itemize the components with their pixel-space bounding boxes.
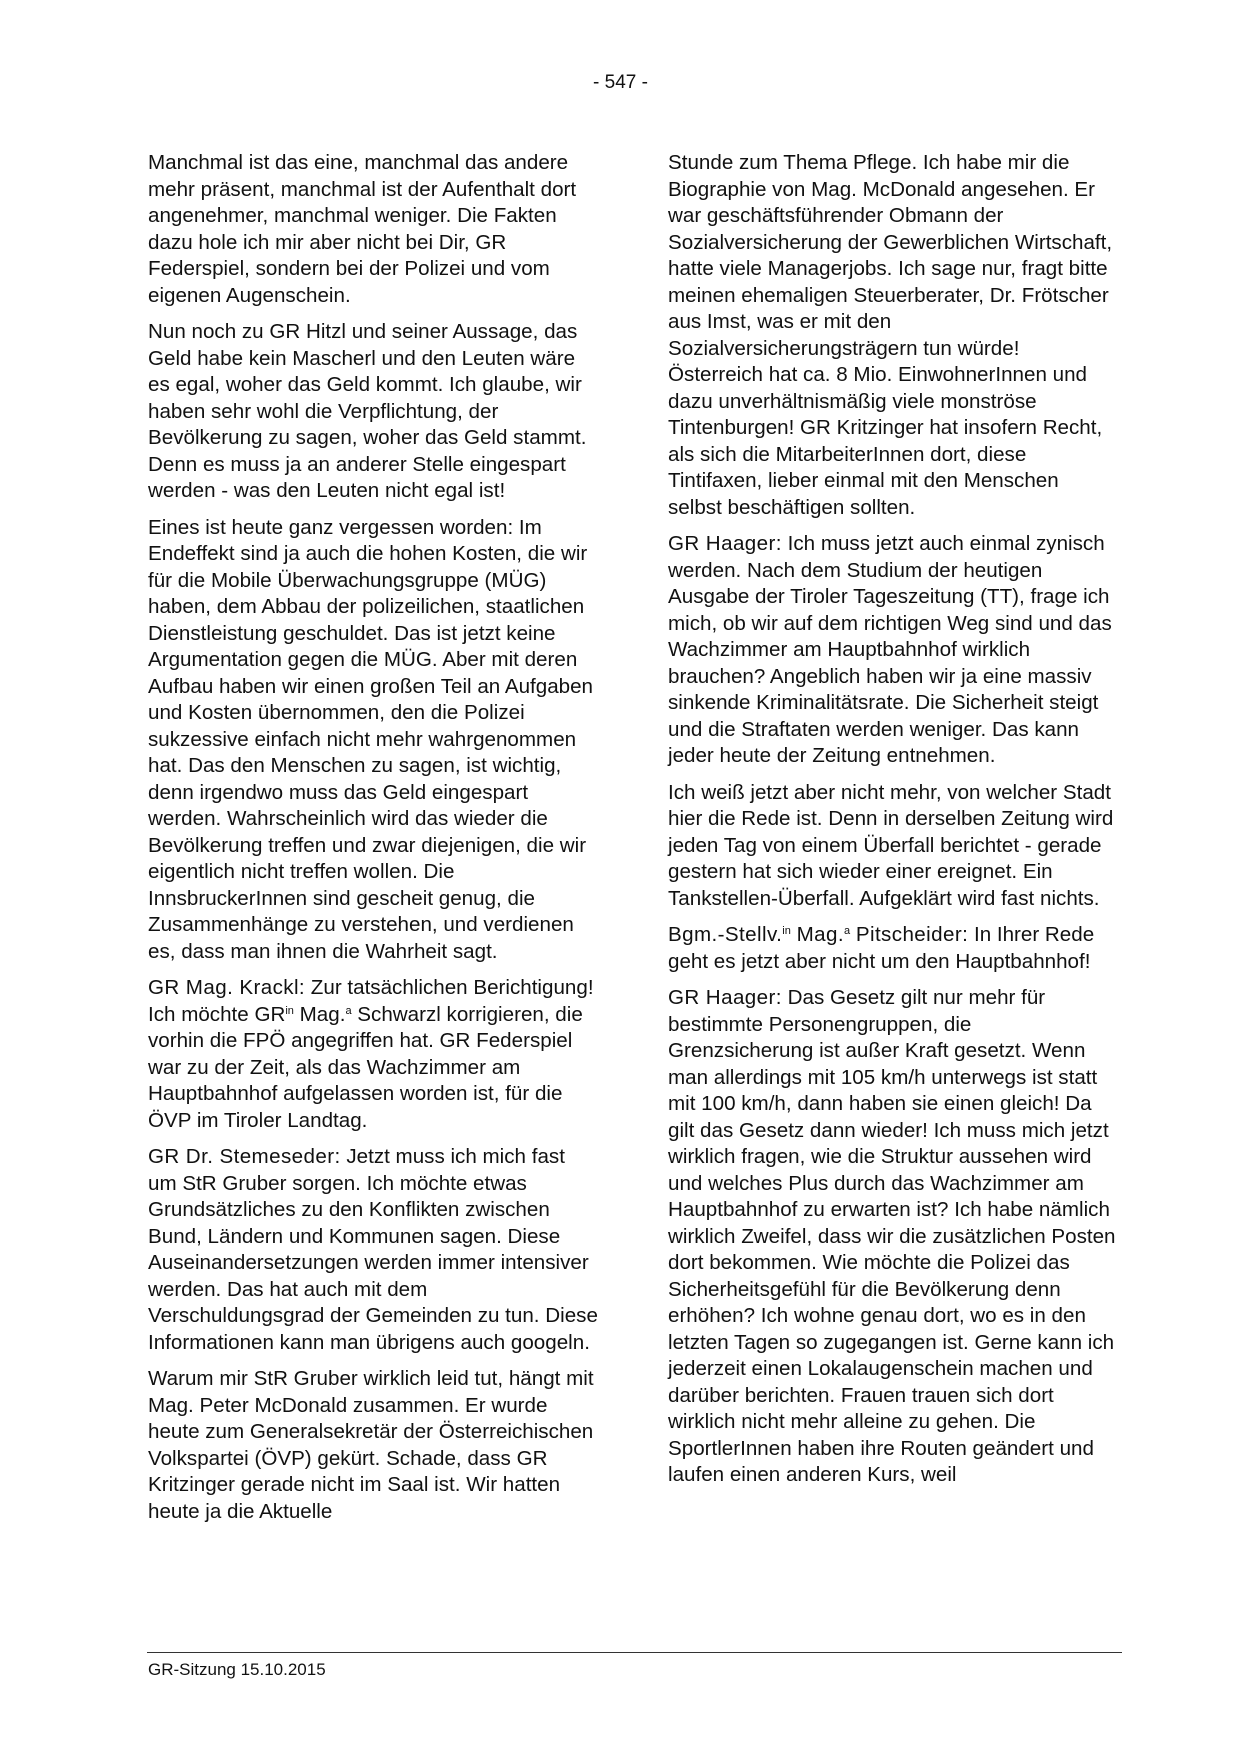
speaker-name: GR Mag. Krackl: bbox=[148, 976, 306, 999]
superscript: in bbox=[285, 1004, 294, 1017]
paragraph: Nun noch zu GR Hitzl und seiner Aussage, das Geld habe kein Mascherl und den Leuten wäre es egal, woher das Geld kommt. Ich glaube, wir haben sehr wohl die Verpflichtung, der Bevölkerung zu sagen, woher das Geld stammt. Denn es muss ja an anderer Stelle eingespart werden - was den Leuten nicht egal ist! bbox=[148, 320, 587, 502]
paragraph: Eines ist heute ganz vergessen worden: Im Endeffekt sind ja auch die hohen Kosten, die wir für die Mobile Überwachungsgruppe (MÜG) haben, dem Abbau der polizeilichen, staatlichen Dienstleistung geschuldet. Das ist jetzt keine Argumentation gegen die MÜG. Aber mit deren Aufbau haben wir einen großen Teil an Aufgaben und Kosten übernommen, den die Polizei sukzessive einfach nicht mehr wahrgenommen hat. Das den Menschen zu sagen, ist wichtig, denn irgendwo muss das Geld eingespart werden. Wahrscheinlich wird das wieder die Bevölkerung treffen und zwar diejenigen, die wir eigentlich nicht treffen wollen. Die InnsbruckerInnen sind gescheit genug, die Zusammenhänge zu verstehen, und verdienen es, dass man ihnen die Wahrheit sagt. bbox=[148, 515, 594, 963]
footer-divider bbox=[147, 1652, 1122, 1653]
speaker-name: GR Dr. Stemeseder: bbox=[148, 1145, 341, 1168]
paragraph bbox=[668, 531, 1118, 770]
paragraph: Ich weiß jetzt aber nicht mehr, von welcher Stadt hier die Rede ist. Denn in derselben Zeitung wird jeden Tag von einem Überfall berichtet - gerade gestern hat sich wieder einer ereignet. Ein Tankstellen-Überfall. Aufgeklärt wird fast nichts. bbox=[668, 780, 1114, 910]
superscript: a bbox=[345, 1004, 352, 1017]
speaker-name: Mag. bbox=[796, 923, 844, 946]
left-column bbox=[148, 150, 598, 1535]
speech-text: Mag. bbox=[299, 1002, 346, 1026]
page-number: - 547 - bbox=[593, 72, 648, 93]
superscript: in bbox=[782, 925, 791, 937]
speaker-name: Pitscheider: bbox=[855, 923, 969, 946]
speech-text: Ich muss jetzt auch einmal zynisch werden. Nach dem Studium der heutigen Ausgabe der Tiroler Tageszeitung (TT), frage ich mich, ob wir auf dem richtigen Weg sind und das Wachzimmer am Hauptbahnhof wirklich brauchen? Angeblich haben wir ja eine massiv sinkende Kriminalitätsrate. Die Sicherheit steigt und die Straftaten werden weniger. Das kann jeder heute der Zeitung entnehmen. bbox=[668, 532, 1112, 767]
speech-text: Schwarzl korrigieren, die vorhin die FPÖ angegriffen hat. GR Federspiel war zu der Zeit, als das Wachzimmer am Hauptbahnhof aufgelassen worden ist, für die ÖVP im Tiroler Landtag. bbox=[148, 1002, 583, 1132]
speaker-name: GR Haager: bbox=[668, 532, 782, 555]
paragraph: Warum mir StR Gruber wirklich leid tut, hängt mit Mag. Peter McDonald zusammen. Er wurde heute zum Generalsekretär der Österreichischen Volkspartei (ÖVP) gekürt. Schade, dass GR Kritzinger gerade nicht im Saal ist. Wir hatten heute ja die Aktuelle bbox=[148, 1367, 594, 1523]
paragraph bbox=[668, 985, 1118, 1489]
footer-session-date: GR-Sitzung 15.10.2015 bbox=[148, 1660, 326, 1679]
speaker-name: GR Haager: bbox=[668, 986, 782, 1009]
speech-text: Das Gesetz gilt nur mehr für bestimmte Personengruppen, die Grenzsicherung ist außer Kraft gesetzt. Wenn man allerdings mit 105 km/h unterwegs ist statt mit 100 km/h, dann haben sie einen gleich! Da gilt das Gesetz dann wieder! Ich muss mich jetzt wirklich fragen, wie die Struktur aussehen wird und welches Plus durch das Wachzimmer am Hauptbahnhof zu erwarten ist? Ich habe nämlich wirklich Zweifel, dass wir die zusätzlichen Posten dort bekommen. Wie möchte die Polizei das Sicherheitsgefühl für die Bevölkerung denn erhöhen? Ich wohne genau dort, wo es in den letzten Tagen so zugegangen ist. Gerne kann ich jederzeit einen Lokalaugenschein machen und darüber berichten. Frauen trauen sich dort wirklich nicht mehr alleine zu gehen. Die SportlerInnen haben ihre Routen geändert und laufen einen anderen Kurs, weil bbox=[668, 986, 1116, 1486]
superscript: a bbox=[843, 925, 851, 937]
speech-text: In Ihrer Rede geht es jetzt aber nicht um den Hauptbahnhof! bbox=[668, 923, 1095, 973]
paragraph bbox=[668, 922, 1118, 975]
right-column bbox=[668, 150, 1118, 1499]
paragraph: Stunde zum Thema Pflege. Ich habe mir die Biographie von Mag. McDonald angesehen. Er war geschäftsführender Obmann der Sozialversicherung der Gewerblichen Wirtschaft, hatte viele Managerjobs. Ich sage nur, fragt bitte meinen ehemaligen Steuerberater, Dr. Frötscher aus Imst, was er mit den Sozialversicherungsträgern tun würde! Österreich hat ca. 8 Mio. EinwohnerInnen und dazu unverhältnismäßig viele monströse Tintenburgen! GR Kritzinger hat insofern Recht, als sich die MitarbeiterInnen dort, diese Tintifaxen, lieber einmal mit den Menschen selbst beschäftigen sollten. bbox=[668, 151, 1113, 519]
speech-text: Zur tatsächlichen Berichtigung! Ich möchte GR bbox=[148, 976, 594, 1026]
paragraph: Manchmal ist das eine, manchmal das andere mehr präsent, manchmal ist der Aufenthalt dort angenehmer, manchmal weniger. Die Fakten dazu hole ich mir aber nicht bei Dir, GR Federspiel, sondern bei der Polizei und vom eigenen Augenschein. bbox=[148, 151, 577, 307]
paragraph bbox=[148, 1144, 598, 1356]
speech-text: Jetzt muss ich mich fast um StR Gruber sorgen. Ich möchte etwas Grundsätzliches zu den Konflikten zwischen Bund, Ländern und Kommunen sagen. Diese Auseinandersetzungen werden immer intensiver werden. Das hat auch mit dem Verschuldungsgrad der Gemeinden zu tun. Diese Informationen kann man übrigens auch googeln. bbox=[148, 1145, 598, 1354]
speaker-name: Bgm.-Stellv. bbox=[668, 923, 783, 946]
paragraph bbox=[148, 975, 598, 1134]
